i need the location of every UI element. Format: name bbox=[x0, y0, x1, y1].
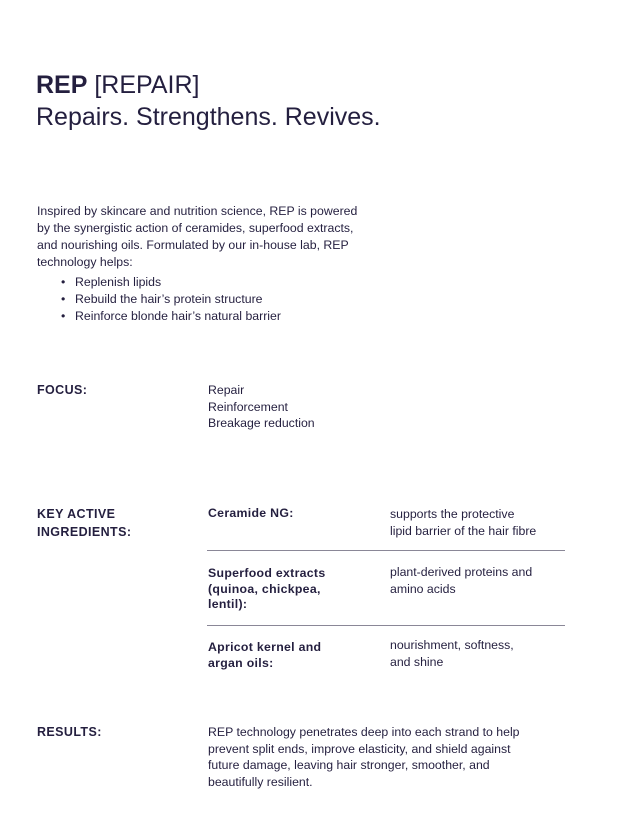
results-line: REP technology penetrates deep into each strand to help bbox=[208, 725, 520, 739]
results-text bbox=[208, 724, 520, 790]
results-label: RESULTS: bbox=[37, 725, 102, 739]
results-line: beautifully resilient. bbox=[208, 774, 313, 789]
ingredient-desc-line: amino acids bbox=[390, 581, 456, 596]
ingredients-label bbox=[37, 505, 131, 541]
ingredient-name-line: lentil): bbox=[208, 597, 248, 611]
results-line: future damage, leaving hair stronger, smoother, and bbox=[208, 758, 490, 772]
divider bbox=[207, 625, 565, 626]
list-item bbox=[57, 291, 281, 308]
ingredient-name bbox=[208, 566, 325, 613]
ingredient-name bbox=[208, 640, 321, 671]
ingredient-name-line: Superfood extracts bbox=[208, 566, 326, 580]
bullet-icon: • bbox=[61, 275, 66, 289]
focus-label: FOCUS: bbox=[37, 383, 88, 397]
ingredients-label-line2: INGREDIENTS: bbox=[37, 525, 132, 539]
intro-paragraph: Inspired by skincare and nutrition science, REP is powered by the synergistic action of ceramides, superfood extracts, and nourishing oils. Formulated by our in-house lab, REP technology helps: bbox=[37, 204, 358, 269]
focus-item: Breakage reduction bbox=[208, 416, 315, 430]
ingredient-desc-line: nourishment, softness, bbox=[390, 638, 514, 652]
bullet-icon: • bbox=[61, 292, 66, 306]
benefits-list bbox=[57, 274, 281, 325]
focus-item: Repair bbox=[208, 383, 245, 397]
list-item bbox=[57, 274, 281, 291]
title-bold: REP bbox=[36, 71, 88, 99]
title-bracket: [REPAIR] bbox=[94, 71, 200, 99]
ingredient-desc bbox=[390, 637, 514, 670]
ingredient-name bbox=[208, 506, 294, 522]
ingredient-desc-line: plant-derived proteins and bbox=[390, 565, 533, 579]
list-item bbox=[57, 308, 281, 325]
ingredient-name-line: argan oils: bbox=[208, 655, 274, 670]
ingredient-desc bbox=[390, 506, 536, 539]
divider bbox=[207, 550, 565, 551]
ingredient-desc bbox=[390, 564, 532, 597]
focus-item: Reinforcement bbox=[208, 399, 288, 414]
ingredient-name-line: (quinoa, chickpea, bbox=[208, 581, 321, 596]
page-title bbox=[36, 70, 199, 100]
list-item-text: Reinforce blonde hair’s natural barrier bbox=[75, 309, 281, 323]
results-line: prevent split ends, improve elasticity, and shield against bbox=[208, 741, 511, 756]
ingredient-name-line: Apricot kernel and bbox=[208, 640, 322, 654]
ingredient-desc-line: and shine bbox=[390, 654, 444, 669]
tagline: Repairs. Strengthens. Revives. bbox=[36, 103, 381, 131]
list-item-text: Replenish lipids bbox=[75, 275, 162, 289]
ingredients-label-line1: KEY ACTIVE bbox=[37, 507, 116, 521]
ingredient-desc-line: supports the protective bbox=[390, 507, 515, 521]
ingredient-name-line: Ceramide NG: bbox=[208, 506, 294, 520]
bullet-icon: • bbox=[61, 309, 66, 323]
list-item-text: Rebuild the hair’s protein structure bbox=[75, 292, 263, 306]
ingredient-desc-line: lipid barrier of the hair fibre bbox=[390, 523, 537, 538]
focus-values bbox=[208, 382, 315, 432]
